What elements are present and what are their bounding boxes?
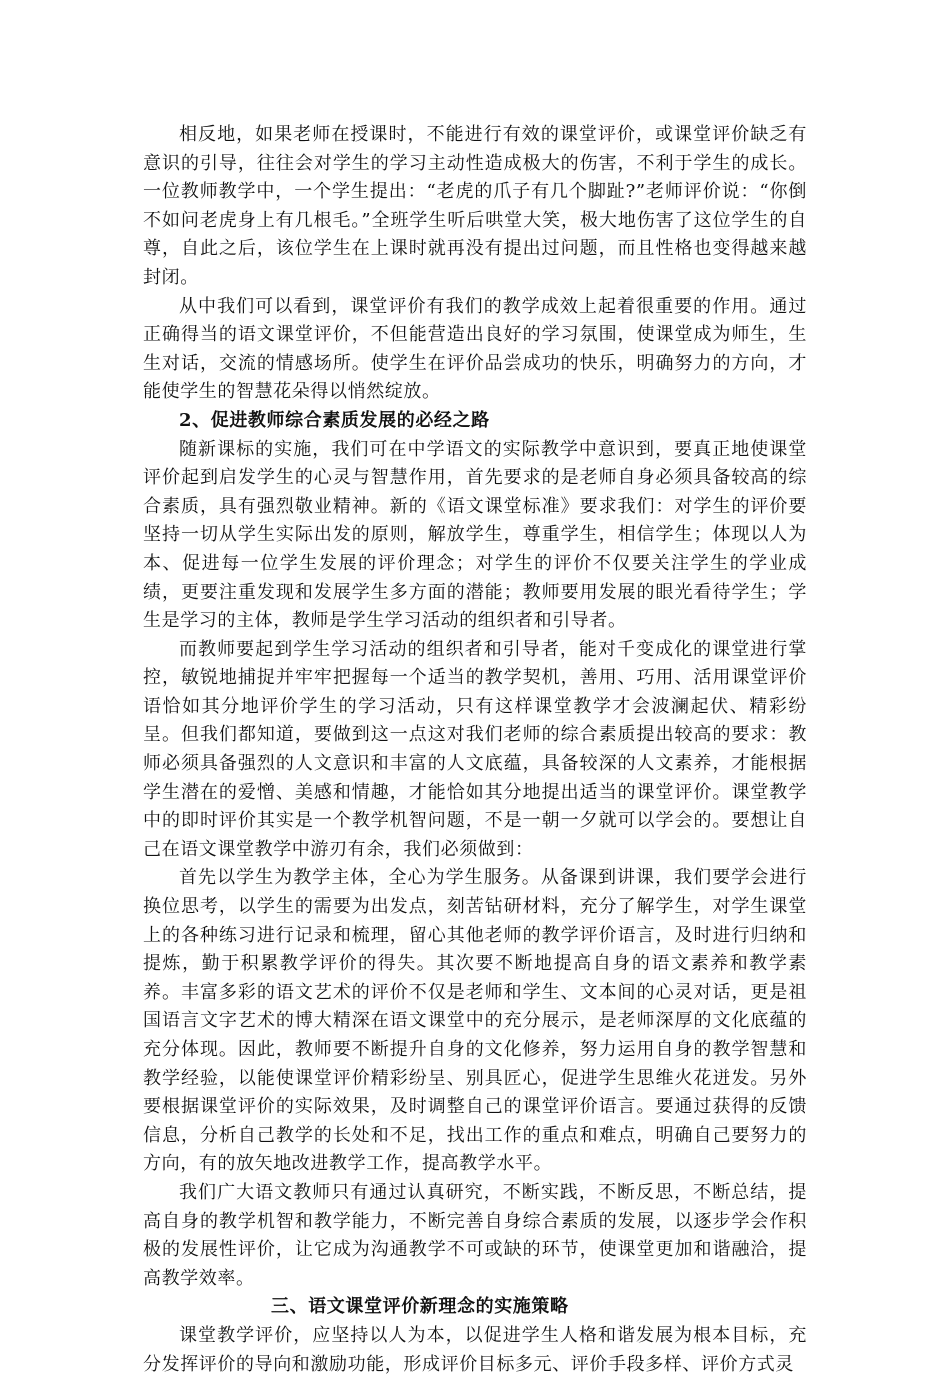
paragraph-evaluation-effect: 从中我们可以看到，课堂评价有我们的教学成效上起着很重要的作用。通过正确得当的语文课堂评价，不但能营造出良好的学习氛围，使课堂成为师生，生生对话，交流的情感场所。使学生在评价品尝成功的快乐，明确努力的方向，才能使学生的智慧花朵得以悄然绽放。	[143, 295, 807, 403]
subheading-teacher-quality: 2、促进教师综合素质发展的必经之路	[179, 409, 490, 431]
paragraph-conclusion: 我们广大语文教师只有通过认真研究，不断实践，不断反思，不断总结，提高自身的教学机智和教学能力，不断完善自身综合素质的发展，以逐步学会作积极的发展性评价，让它成为沟通教学不可或缺的环节，使课堂更加和谐融洽，提高教学效率。	[143, 1181, 807, 1289]
paragraph-strategies-intro: 课堂教学评价，应坚持以人为本，以促进学生人格和谐发展为根本目标，充分发挥评价的导向和激励功能，形成评价目标多元、评价手段多样、评价方式灵	[143, 1324, 807, 1375]
paragraph-student-centered: 首先以学生为教学主体，全心为学生服务。从备课到讲课，我们要学会进行换位思考，以学生的需要为出发点，刻苦钻研材料，充分了解学生，对学生课堂上的各种练习进行记录和梳理，留心其他老师的教学评价语言，及时进行归纳和提炼，勤于积累教学评价的得失。其次要不断地提高自身的语文素养和教学素养。丰富多彩的语文艺术的评价不仅是老师和学生、文本间的心灵对话，更是祖国语言文字艺术的博大精深在语文课堂中的充分展示，是老师深厚的文化底蕴的充分体现。因此，教师要不断提升自身的文化修养，努力运用自身的教学智慧和教学经验，以能使课堂评价精彩纷呈、别具匠心，促进学生思维火花迸发。另外要根据课堂评价的实际效果，及时调整自己的课堂评价语言。要通过获得的反馈信息，分析自己教学的长处和不足，找出工作的重点和难点，明确自己要努力的方向，有的放矢地改进教学工作，提高教学水平。	[143, 867, 807, 1175]
paragraph-new-curriculum: 随新课标的实施，我们可在中学语文的实际教学中意识到，要真正地使课堂评价起到启发学生的心灵与智慧作用，首先要求的是老师自身必须具备较高的综合素质，具有强烈敬业精神。新的《语文课堂标准》要求我们：对学生的评价要坚持一切从学生实际出发的原则，解放学生，尊重学生，相信学生；体现以人为本、促进每一位学生发展的评价理念；对学生的评价不仅要关注学生的学业成绩，更要注重发现和发展学生多方面的潜能；教师要用发展的眼光看待学生；学生是学习的主体，教师是学生学习活动的组织者和引导者。	[143, 438, 807, 632]
section-heading-strategies: 三、语文课堂评价新理念的实施策略	[271, 1296, 569, 1318]
paragraph-negative-example: 相反地，如果老师在授课时，不能进行有效的课堂评价，或课堂评价缺乏有意识的引导，往往会对学生的学习主动性造成极大的伤害，不利于学生的成长。一位教师教学中，一个学生提出：“老虎的爪子有几个脚趾?”老师评价说：“你倒不如问老虎身上有几根毛。”全班学生听后哄堂大笑，极大地伤害了这位学生的自尊，自此之后，该位学生在上课时就再没有提出过问题，而且性格也变得越来越封闭。	[143, 124, 807, 288]
paragraph-teacher-role: 而教师要起到学生学习活动的组织者和引导者，能对千变成化的课堂进行掌控，敏锐地捕捉并牢牢把握每一个适当的教学契机，善用、巧用、活用课堂评价语恰如其分地评价学生的学习活动，只有这样课堂教学才会波澜起伏、精彩纷呈。但我们都知道，要做到这一点这对我们老师的综合素质提出较高的要求：教师必须具备强烈的人文意识和丰富的人文底蕴，具备较深的人文素养，才能根据学生潜在的爱憎、美感和情趣，才能恰如其分地提出适当的课堂评价。课堂教学中的即时评价其实是一个教学机智问题，不是一朝一夕就可以学会的。要想让自己在语文课堂教学中游刃有余，我们必须做到：	[143, 638, 807, 860]
